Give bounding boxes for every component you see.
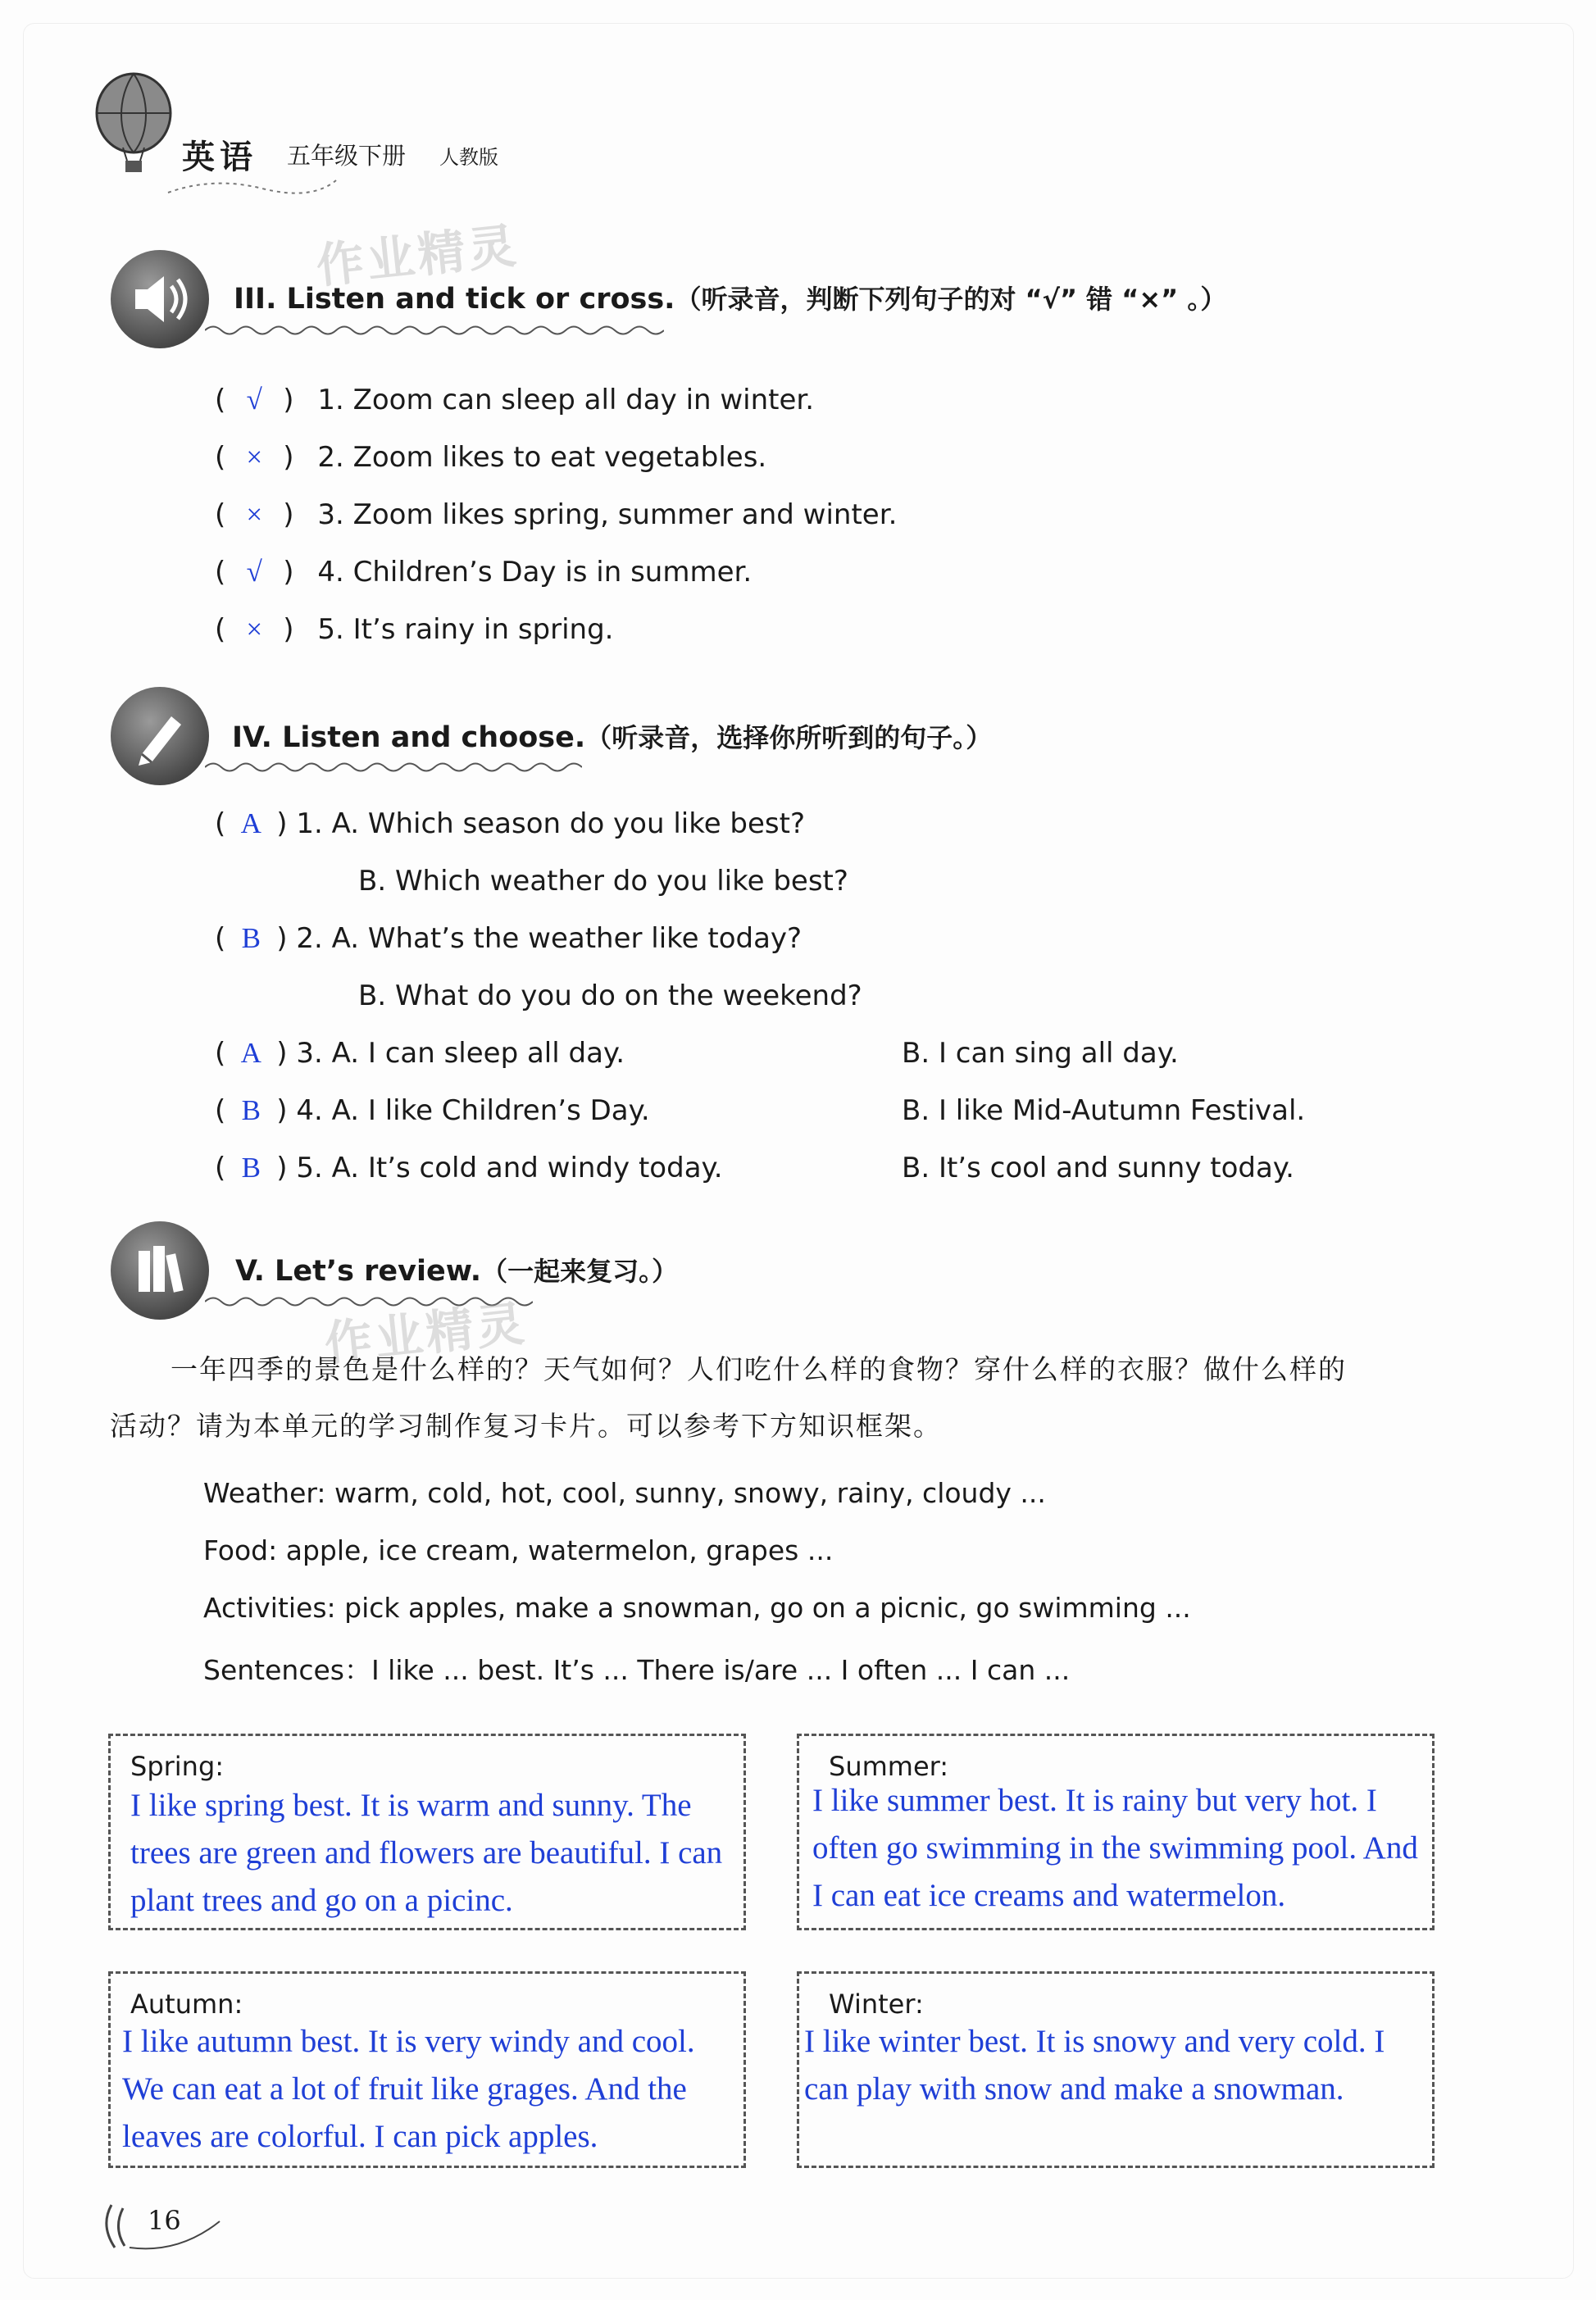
wavy-underline [205, 758, 582, 776]
list-item: ( A ) 3. A. I can sleep all day. [215, 1037, 625, 1070]
answer-letter: B [241, 1094, 261, 1126]
watermark: 作业精灵 [321, 1295, 530, 1372]
header-edition: 人教版 [439, 146, 498, 169]
option-a: 4. A. I like Children’s Day. [296, 1094, 650, 1127]
list-item: ( B ) 4. A. I like Children’s Day. [215, 1094, 650, 1127]
section4-heading [232, 717, 992, 755]
card-line: I like summer best. It is rainy but very hot. I [812, 1783, 1377, 1818]
card-title: Summer: [829, 1751, 948, 1782]
speaker-icon [111, 250, 209, 348]
watermark: 作业精灵 [313, 217, 522, 294]
wavy-underline [205, 321, 664, 339]
card-line: often go swimming in the swimming pool. And [812, 1830, 1418, 1866]
list-item: ( √ ) 4. Children’s Day is in summer. [215, 556, 753, 589]
card-line: I like spring best. It is warm and sunny. The [130, 1788, 692, 1823]
card-title: Winter: [829, 1989, 924, 2020]
section3-heading [234, 279, 1226, 316]
list-item: ( √ ) 1. Zoom can sleep all day in winter. [215, 384, 815, 416]
card-line: We can eat a lot of fruit like grages. And the [122, 2071, 687, 2107]
option-b: B. I like Mid-Autumn Festival. [902, 1094, 1306, 1127]
statement-text: 5. It’s rainy in spring. [317, 613, 614, 646]
hot-air-balloon-icon [89, 72, 179, 179]
answer-letter: A [240, 807, 261, 839]
answer-mark: × [246, 441, 263, 473]
section5-title: V. Let’s review. [235, 1255, 482, 1288]
card-line: trees are green and flowers are beautiful. I can [130, 1835, 723, 1870]
statement-text: 4. Children’s Day is in summer. [317, 556, 753, 589]
section4-instruction: （听录音，选择你所听到的句子。） [585, 722, 993, 753]
weather-keywords: Weather: warm, cold, hot, cool, sunny, snowy, rainy, cloudy ... [203, 1477, 1046, 1509]
header-grade: 五年级下册 [287, 142, 407, 170]
option-a: 1. A. Which season do you like best? [296, 807, 806, 840]
card-text [130, 1782, 722, 1925]
sentence-patterns: Sentences：I like ... best. It’s ... There is/are ... I often ... I can ... [203, 1654, 1071, 1686]
answer-letter: B [241, 1152, 261, 1184]
option-b: B. It’s cool and sunny today. [902, 1152, 1294, 1184]
spring-card [108, 1734, 746, 1930]
autumn-card [108, 1971, 746, 2168]
page-border [23, 23, 1574, 2279]
books-icon [111, 1221, 209, 1320]
section5-instruction: （一起来复习。） [481, 1256, 679, 1287]
answer-mark: × [246, 498, 263, 530]
card-line: I can eat ice creams and watermelon. [812, 1878, 1286, 1913]
option-a: 5. A. It’s cold and windy today. [296, 1152, 723, 1184]
card-text [812, 1777, 1418, 1920]
list-item: ( B ) 5. A. It’s cold and windy today. [215, 1152, 723, 1184]
instruction-paragraph-line2: 活动？请为本单元的学习制作复习卡片。可以参考下方知识框架。 [110, 1410, 942, 1442]
section3-title: III. Listen and tick or cross. [234, 283, 675, 316]
statement-text: 1. Zoom can sleep all day in winter. [317, 384, 815, 416]
section3-instruction: （听录音，判断下列句子的对 “√” 错 “×” 。） [675, 284, 1227, 315]
header-subject: 英语 [182, 138, 257, 176]
dotted-line-decoration [164, 168, 344, 201]
answer-mark: √ [246, 556, 262, 588]
food-keywords: Food: apple, ice cream, watermelon, grapes ... [203, 1534, 834, 1566]
card-line: plant trees and go on a picinc. [130, 1883, 513, 1918]
card-line: I like winter best. It is snowy and very cold. I [804, 2024, 1385, 2059]
card-line: can play with snow and make a snowman. [804, 2071, 1344, 2107]
instruction-paragraph-line1: 一年四季的景色是什么样的？天气如何？人们吃什么样的食物？穿什么样的衣服？做什么样的 [171, 1353, 1347, 1385]
list-item: ( × ) 2. Zoom likes to eat vegetables. [215, 441, 767, 474]
section5-heading [235, 1251, 678, 1289]
answer-letter: A [240, 1037, 261, 1069]
option-b: B. What do you do on the weekend? [358, 980, 862, 1012]
list-item: ( × ) 5. It’s rainy in spring. [215, 613, 614, 646]
card-line: leaves are colorful. I can pick apples. [122, 2119, 598, 2154]
section4-title: IV. Listen and choose. [232, 721, 586, 754]
statement-text: 3. Zoom likes spring, summer and winter. [317, 498, 898, 531]
pencil-icon [111, 687, 209, 785]
card-line: I like autumn best. It is very windy and cool. [122, 2024, 695, 2059]
answer-letter: B [241, 922, 261, 954]
list-item: ( A ) 1. A. Which season do you like best? [215, 807, 806, 840]
card-title: Autumn: [130, 1989, 243, 2020]
winter-card [797, 1971, 1435, 2168]
option-a: 2. A. What’s the weather like today? [296, 922, 803, 955]
option-b: B. Which weather do you like best? [358, 865, 848, 898]
card-title: Spring: [130, 1751, 225, 1782]
answer-mark: √ [246, 384, 262, 416]
card-text [804, 2018, 1385, 2113]
statement-text: 2. Zoom likes to eat vegetables. [317, 441, 767, 474]
answer-mark: × [246, 613, 263, 645]
option-b: B. I can sing all day. [902, 1037, 1179, 1070]
page-number: 16 [148, 2205, 181, 2236]
option-a: 3. A. I can sleep all day. [296, 1037, 625, 1070]
summer-card [797, 1734, 1435, 1930]
list-item: ( × ) 3. Zoom likes spring, summer and winter. [215, 498, 898, 531]
card-text [122, 2018, 695, 2161]
activities-keywords: Activities: pick apples, make a snowman, go on a picnic, go swimming ... [203, 1592, 1191, 1624]
list-item: ( B ) 2. A. What’s the weather like today? [215, 922, 803, 955]
